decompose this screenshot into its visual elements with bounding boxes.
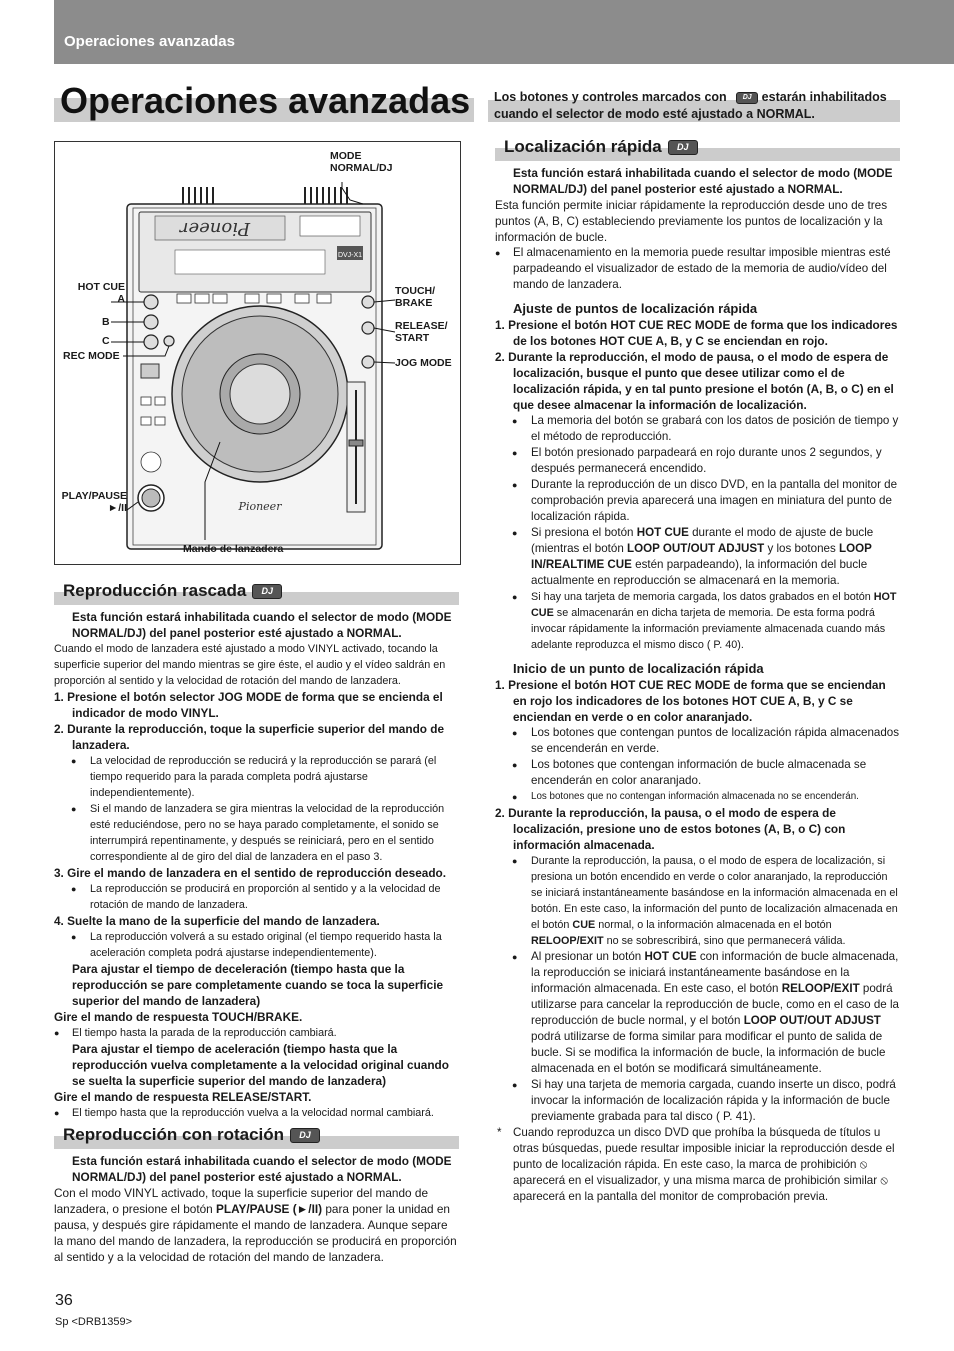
ajuste-bullet-2: ● El botón presionado parpadeará en rojo durante unos 2 segundos, y después permanecerá encendido.	[495, 445, 900, 477]
label-jog-dial: Mando de lanzadera	[183, 543, 284, 555]
ajuste-step-1: 1. Presione el botón HOT CUE REC MODE de forma que los indicadores de los botones HOT CUE A, B, y C se enciendan en rojo.	[495, 318, 898, 348]
notice-before: Los botones y controles marcados con	[494, 90, 727, 104]
ajuste-b4-hotcue: HOT CUE	[636, 526, 689, 539]
rascada-step-2-bullet-2: ● Si el mando de lanzadera se gira mientras la velocidad de la reproducción esté reduciéndose, pero no se haya parado completamente, el sonido se interrumpirá repentinamente, y después se reiniciará, pero en el sentido correspondiente al de giro del dial de lanzadera en el paso 3.	[54, 801, 459, 865]
accel-heading: Para ajustar el tiempo de aceleración (tiempo hasta que la reproducción vuelva completamente a la velocidad original cuando se suelta la superficie superior del mando de lanzadera)	[72, 1042, 449, 1088]
ajuste-b5-2: se almacenarán en dicha tarjeta de memoria. De esta forma podrá invocar rápidamente la información previamente almacenada cuando más adelante reproduzca el mismo disco ( P. 40).	[531, 607, 886, 651]
label-hot-cue-a: HOT CUE A	[77, 281, 125, 305]
rascada-warning: Esta función estará inhabilitada cuando el selector de modo (MODE NORMAL/DJ) del panel posterior esté ajustado a NORMAL.	[72, 610, 452, 640]
ajuste-b4-3: y los botones	[764, 542, 839, 555]
ajuste-bullet-1: ● La memoria del botón se grabará con los datos de posición de tiempo y el método de reproducción.	[495, 413, 900, 445]
inicio-c1-1: Durante la reproducción, la pausa, o el modo de espera de localización, si presiona un botón encendido en verde o color anaranjado, la reproducción se iniciará instantáneamente basándose en la información almacenada en el botón. En este caso, la información del punto de localización almacenada en el botón	[531, 855, 898, 931]
rascada-step-4: 4. Suelte la mano de la superficie del mando de lanzadera.	[54, 914, 380, 928]
ajuste-b4-loopout: LOOP OUT/OUT ADJUST	[627, 542, 765, 555]
inicio-c2-hotcue: HOT CUE	[644, 950, 697, 963]
rotacion-warning: Esta función estará inhabilitada cuando el selector de modo (MODE NORMAL/DJ) del panel posterior esté ajustado a NORMAL.	[72, 1154, 452, 1184]
inicio-bullet-5	[495, 949, 900, 1077]
inicio-note-1: Cuando reproduzca un disco DVD que prohíba la búsqueda de títulos u otras búsquedas, puede resultar imposible iniciar la reproducción desde el punto de localización rápida. En este caso, la marca de prohibición	[513, 1126, 895, 1171]
device-figure	[54, 141, 461, 565]
dj-icon: DJ	[736, 92, 758, 104]
rascada-step-3: 3. Gire el mando de lanzadera en el sentido de reproducción deseado.	[54, 866, 447, 880]
localizacion-heading-text: Localización rápida	[504, 137, 662, 156]
label-touch-brake: TOUCH/ BRAKE	[395, 285, 436, 309]
inicio-bullet-2: ● Los botones que contengan información de bucle almacenada se encenderán en color anaranjado.	[495, 757, 900, 789]
svg-text:DVJ-X1: DVJ-X1	[337, 252, 363, 259]
decel-bullet: ● El tiempo hasta la parada de la reproducción cambiará.	[54, 1025, 459, 1041]
rascada-step-1: 1. Presione el botón selector JOG MODE de forma que se encienda el indicador de modo VINYL.	[54, 690, 443, 720]
inicio-c1-3: no se sobrescribirá, sino que permanecerá válida.	[603, 935, 846, 947]
inicio-c2-2: con información de bucle almacenada, la reproducción se iniciará instantáneamente basándose en la información almacenada. En este caso, el botón	[531, 950, 899, 995]
label-mode: MODE NORMAL/DJ	[330, 150, 393, 174]
inicio-note	[495, 1125, 900, 1205]
inicio-c2-3: podrá utilizarse para cancelar la reproducción de bucle, como en el caso de la reproducción de bucle normal, y el botón	[531, 982, 899, 1027]
rascada-step-3-bullet-1: ● La reproducción se producirá en proporción al sentido y a la velocidad de rotación de mando de lanzadera.	[54, 881, 459, 913]
notice-after: estarán inhabilitados cuando el selector de modo esté ajustado a NORMAL.	[494, 90, 887, 121]
ajuste-bullet-5	[495, 589, 900, 653]
label-rec-mode: REC MODE	[63, 350, 120, 362]
localizacion-intro-bullet: ● El almacenamiento en la memoria puede resultar imposible mientras esté parpadeando el visualizador de estado de la memoria de audio/vídeo del mando de lanzadera.	[495, 245, 900, 293]
label-c: C	[102, 335, 110, 347]
label-release-start: RELEASE/ START	[395, 320, 448, 344]
rotacion-body	[54, 1185, 459, 1265]
inicio-note-3: aparecerá en la pantalla del monitor de comprobación previa.	[513, 1190, 829, 1203]
header-bar	[54, 0, 954, 64]
document-code: Sp <DRB1359>	[55, 1316, 133, 1328]
label-jog-mode: JOG MODE	[395, 357, 452, 369]
rotacion-body-bold: PLAY/PAUSE (►/II)	[216, 1202, 323, 1216]
localizacion-heading	[495, 139, 900, 163]
dj-icon: DJ	[290, 1128, 320, 1143]
inicio-bullet-1: ● Los botones que contengan puntos de localización rápida almacenados se encenderán en verde.	[495, 725, 900, 757]
ajuste-bullet-3: ● Durante la reproducción de un disco DVD, en la pantalla del monitor de comprobación previa aparecerá una imagen en miniatura del punto de localización rápida.	[495, 477, 900, 525]
svg-text:Pioneer: Pioneer	[179, 218, 251, 239]
inicio-c2-loopout: LOOP OUT/OUT ADJUST	[743, 1014, 881, 1027]
inicio-c2-4: podrá utilizarse de forma similar para modificar el punto de salida de bucle. Si se modifica la información de bucle, la información de bucle almacenada en el botón se modificará simultáneamente.	[531, 1030, 886, 1075]
notice	[494, 89, 904, 123]
inicio-c1-reloop: RELOOP/EXIT	[531, 935, 604, 947]
ajuste-b4-4: estén parpadeando), la información del bucle actualmente en reproducción se almacenará en la memoria.	[531, 558, 868, 587]
ajuste-b4-loopin: LOOP IN/REALTIME CUE	[531, 542, 872, 571]
inicio-note-2: aparecerá en el visualizador, y una misma marca de prohibición similar	[513, 1174, 881, 1187]
rascada-intro: Cuando el modo de lanzadera esté ajustado a modo VINYL activado, tocando la superficie superior del mando mientras se gire éste, el audio y el vídeo saldrán en proporción al sentido y la velocidad de rotación del mando de lanzadera.	[54, 643, 446, 687]
inicio-bullet-6: ● Si hay una tarjeta de memoria cargada, cuando inserte un disco, podrá invocar la información de localización rápida y la información de bucle previamente grabada para tal disco ( P. 41).	[495, 1077, 900, 1125]
ajuste-b4-1: Si presiona el botón	[531, 526, 637, 539]
inicio-step-1: 1. Presione el botón HOT CUE REC MODE de forma que se enciendan en rojo los indicadores de los botones HOT CUE A, B, y C se enciendan en verde o en color anaranjado.	[495, 678, 886, 724]
page-title: Operaciones avanzadas	[60, 80, 471, 121]
ajuste-heading: Ajuste de puntos de localización rápida	[513, 301, 758, 316]
rascada-heading	[54, 583, 459, 607]
decel-instruction: Gire el mando de respuesta TOUCH/BRAKE.	[54, 1010, 303, 1024]
ajuste-b5-1: Si hay una tarjeta de memoria cargada, los datos grabados en el botón	[531, 591, 874, 603]
rascada-step-2-bullet-1: ● La velocidad de reproducción se reducirá y la reproducción se parará (el tiempo requerido para la parada completa podrá ajustarse independientemente).	[54, 753, 459, 801]
dj-icon: DJ	[252, 584, 282, 599]
rotacion-heading	[54, 1127, 459, 1151]
inicio-c2-reloop: RELOOP/EXIT	[781, 982, 860, 995]
ajuste-step-2: 2. Durante la reproducción, el modo de pausa, o el modo de espera de localización, busque el punto que desee utilizar como el de localización rápida, y en tal punto presione el botón (A, B, o C) en el que desee almacenar la información de localización.	[495, 350, 894, 412]
svg-text:Pioneer: Pioneer	[238, 500, 282, 513]
prohibition-icon: ⦸	[859, 1158, 868, 1171]
inicio-bullet-3: ● Los botones que no contengan información almacenada no se encenderán.	[495, 789, 900, 805]
ajuste-b5-hotcue: HOT CUE	[531, 591, 897, 619]
page-number: 36	[55, 1292, 73, 1309]
header-section: Operaciones avanzadas	[64, 33, 235, 50]
inicio-c1-cue: CUE	[572, 919, 596, 931]
right-column	[495, 133, 900, 1205]
localizacion-intro: Esta función permite iniciar rápidamente la reproducción desde uno de tres puntos (A, B, C) estableciendo previamente los puntos de localización y la información de bucle.	[495, 198, 888, 244]
rascada-step-2: 2. Durante la reproducción, toque la superficie superior del mando de lanzadera.	[54, 722, 445, 752]
localizacion-warning: Esta función estará inhabilitada cuando el selector de modo (MODE NORMAL/DJ) del panel posterior esté ajustado a NORMAL.	[513, 166, 893, 196]
rascada-step-4-bullet-1: ● La reproducción volverá a su estado original (el tiempo requerido hasta la aceleración completa podrá ajustarse independientemente).	[54, 929, 459, 961]
label-play-pause: PLAY/PAUSE ►/II	[61, 490, 127, 514]
prohibition-screen-icon: ⦸	[880, 1174, 888, 1187]
inicio-step-2: 2. Durante la reproducción, la pausa, o el modo de espera de localización, presione uno de estos botones (A, B, o C) con información almacenada.	[495, 806, 846, 852]
rotacion-heading-text: Reproducción con rotación	[63, 1125, 285, 1144]
label-b: B	[102, 316, 110, 328]
ajuste-bullet-4	[495, 525, 900, 589]
ajuste-b4-2: durante el modo de ajuste de bucle (mientras el botón	[531, 526, 874, 555]
rotacion-body-2: para poner la unidad en pausa, y después gire rápidamente el mando de lanzadera. Aunque separe la mano del mando de lanzadera, la reproducción se producirá en proporción al sentido y a la velocidad de rotación del mando de lanzadera.	[54, 1202, 457, 1264]
decel-heading: Para ajustar el tiempo de deceleración (tiempo hasta que la reproducción se pare completamente cuando se toca la superficie superior del mando de lanzadera)	[72, 962, 444, 1008]
inicio-bullet-4	[495, 853, 900, 949]
rotacion-body-1: Con el modo VINYL activado, toque la superficie superior del mando de lanzadera, o presione el botón	[54, 1186, 429, 1216]
left-column	[54, 577, 459, 1265]
dj-icon: DJ	[668, 140, 698, 155]
inicio-c1-2: normal, o la información almacenada en el botón	[595, 919, 832, 931]
inicio-c2-1: Al presionar un botón	[531, 950, 645, 963]
accel-instruction: Gire el mando de respuesta RELEASE/START.	[54, 1090, 312, 1104]
inicio-heading: Inicio de un punto de localización rápida	[513, 661, 764, 676]
rascada-heading-text: Reproducción rascada	[63, 581, 247, 600]
accel-bullet: ● El tiempo hasta que la reproducción vuelva a la velocidad normal cambiará.	[54, 1105, 459, 1121]
